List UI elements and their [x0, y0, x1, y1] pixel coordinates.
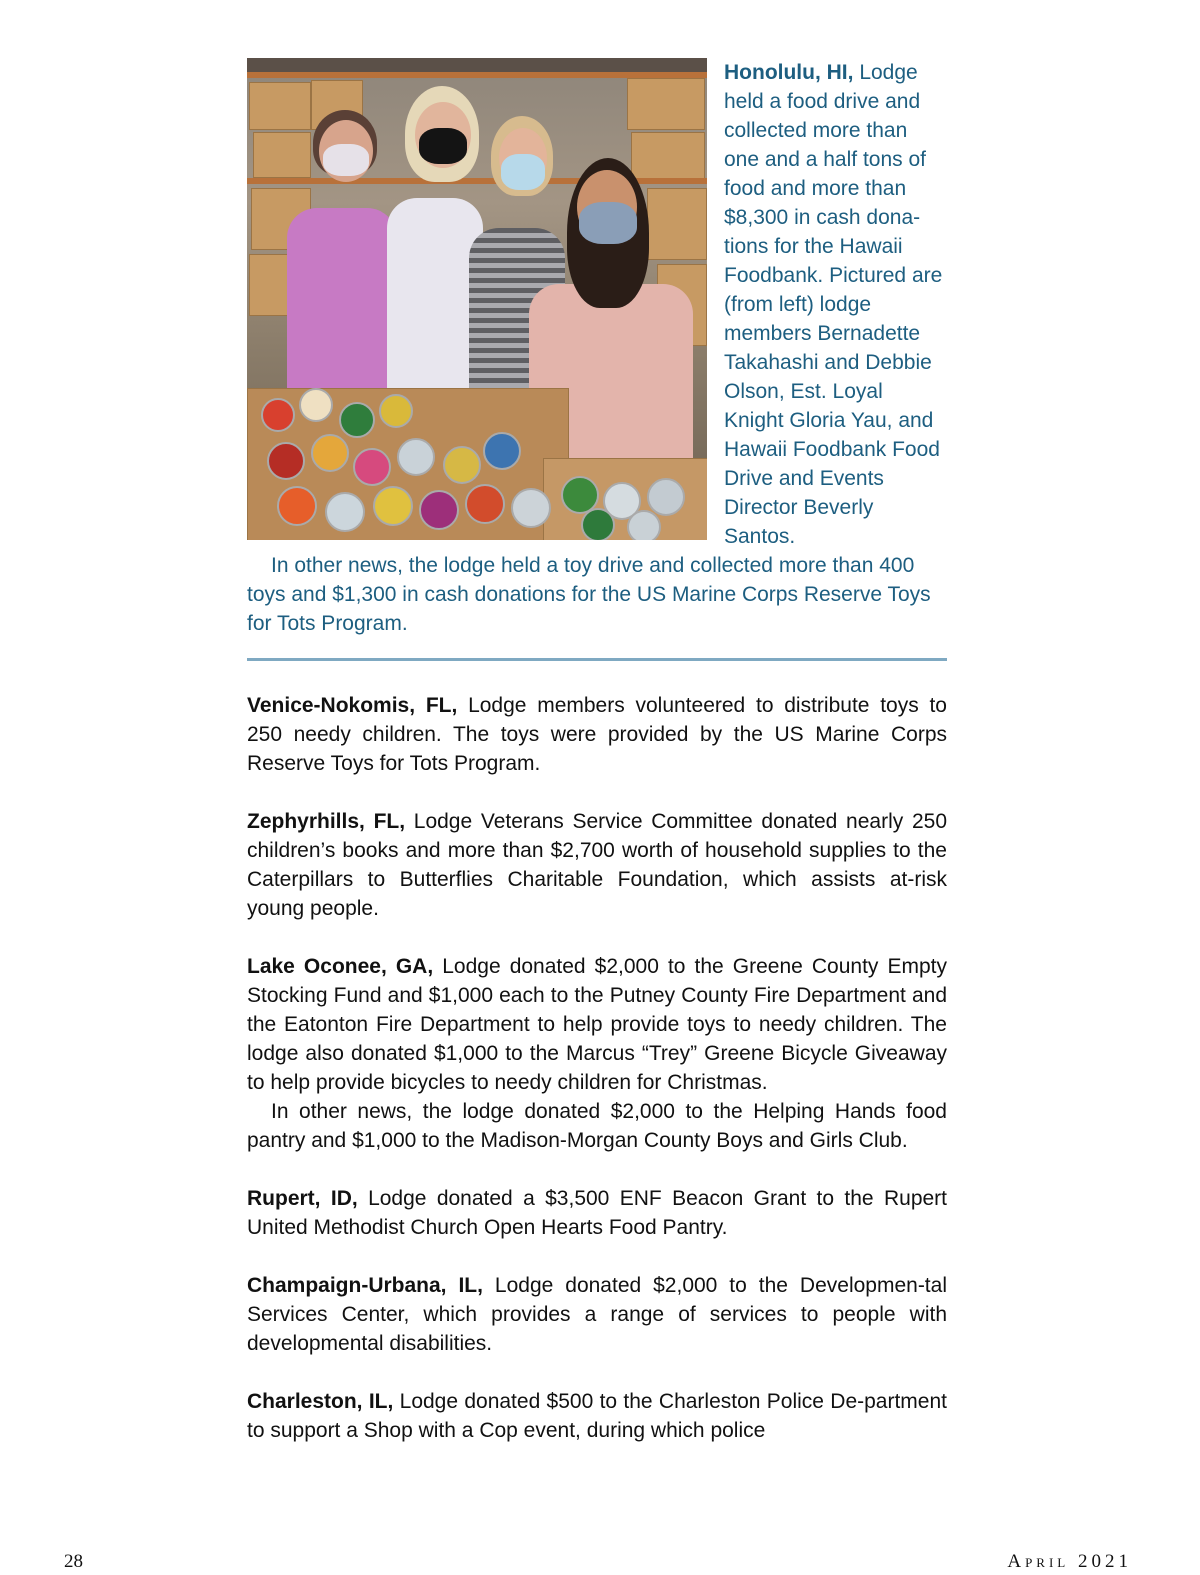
- story-place: Zephyrhills, FL,: [247, 810, 406, 833]
- story-text: Lodge donated $2,000 to the Developmen-tal Services Center, which provides a range of services to people with developmental disabilities.: [247, 1274, 947, 1355]
- story-place: Honolulu, HI,: [724, 61, 854, 84]
- page-number: 28: [64, 1551, 83, 1572]
- story-place: Rupert, ID,: [247, 1187, 358, 1210]
- story-text: Lodge members volunteered to distribute toys to 250 needy children. The toys were provided by the US Marine Corps Reserve Toys for Tots Program.: [247, 694, 947, 775]
- story-lake-oconee: [247, 952, 947, 1155]
- story-text: Lodge donated $2,000 to the Greene County Empty Stocking Fund and $1,000 each to the Putney County Fire Department and the Eatonton Fire Department to help provide toys to needy children. The lodge also donated $1,000 to the Marcus “Trey” Greene Bicycle Giveaway to help provide bicycles to needy children for Christmas.: [247, 955, 948, 1094]
- featured-story: [247, 58, 947, 638]
- story-place: Charleston, IL,: [247, 1390, 394, 1413]
- story-text: Lodge held a food drive and collected more than one and a half tons of food and more than $8,300 in cash dona-tions for the Hawaii Foodbank. Pictured are (from left) lodge members Bernadette Takahashi and Debbie Olson, Est. Loyal Knight Gloria Yau, and Hawaii Foodbank Food Drive and Events Director Beverly Santos.: [724, 61, 943, 548]
- story-text: Lodge Veterans Service Committee donated nearly 250 children’s books and more than $2,700 worth of household supplies to the Caterpillars to Butterflies Charitable Foundation, which assists at-risk young people.: [247, 810, 947, 920]
- story-place: Champaign-Urbana, IL,: [247, 1274, 483, 1297]
- issue-date: April 2021: [1007, 1551, 1132, 1572]
- story-place: Venice-Nokomis, FL,: [247, 694, 458, 717]
- story-charleston: [247, 1387, 947, 1445]
- story-zephyrhills: [247, 807, 947, 923]
- story-place: Lake Oconee, GA,: [247, 955, 434, 978]
- story-rupert: [247, 1184, 947, 1242]
- story-champaign-urbana: [247, 1271, 947, 1358]
- featured-story-para2: In other news, the lodge held a toy drive and collected more than 400 toys and $1,300 in cash donations for the US Marine Corps Reserve Toys for Tots Program.: [247, 554, 931, 635]
- story-venice-nokomis: [247, 691, 947, 778]
- story-para2: In other news, the lodge donated $2,000 to the Helping Hands food pantry and $1,000 to the Madison-Morgan County Boys and Girls Club.: [247, 1100, 947, 1152]
- section-divider: [247, 658, 947, 661]
- story-text: Lodge donated $500 to the Charleston Police De-partment to support a Shop with a Cop event, during which police: [247, 1390, 947, 1442]
- stories-list: [247, 691, 947, 1445]
- story-text: Lodge donated a $3,500 ENF Beacon Grant to the Rupert United Methodist Church Open Hearts Food Pantry.: [247, 1187, 948, 1239]
- food-drive-photo: [247, 58, 707, 540]
- article-column: [247, 58, 947, 1474]
